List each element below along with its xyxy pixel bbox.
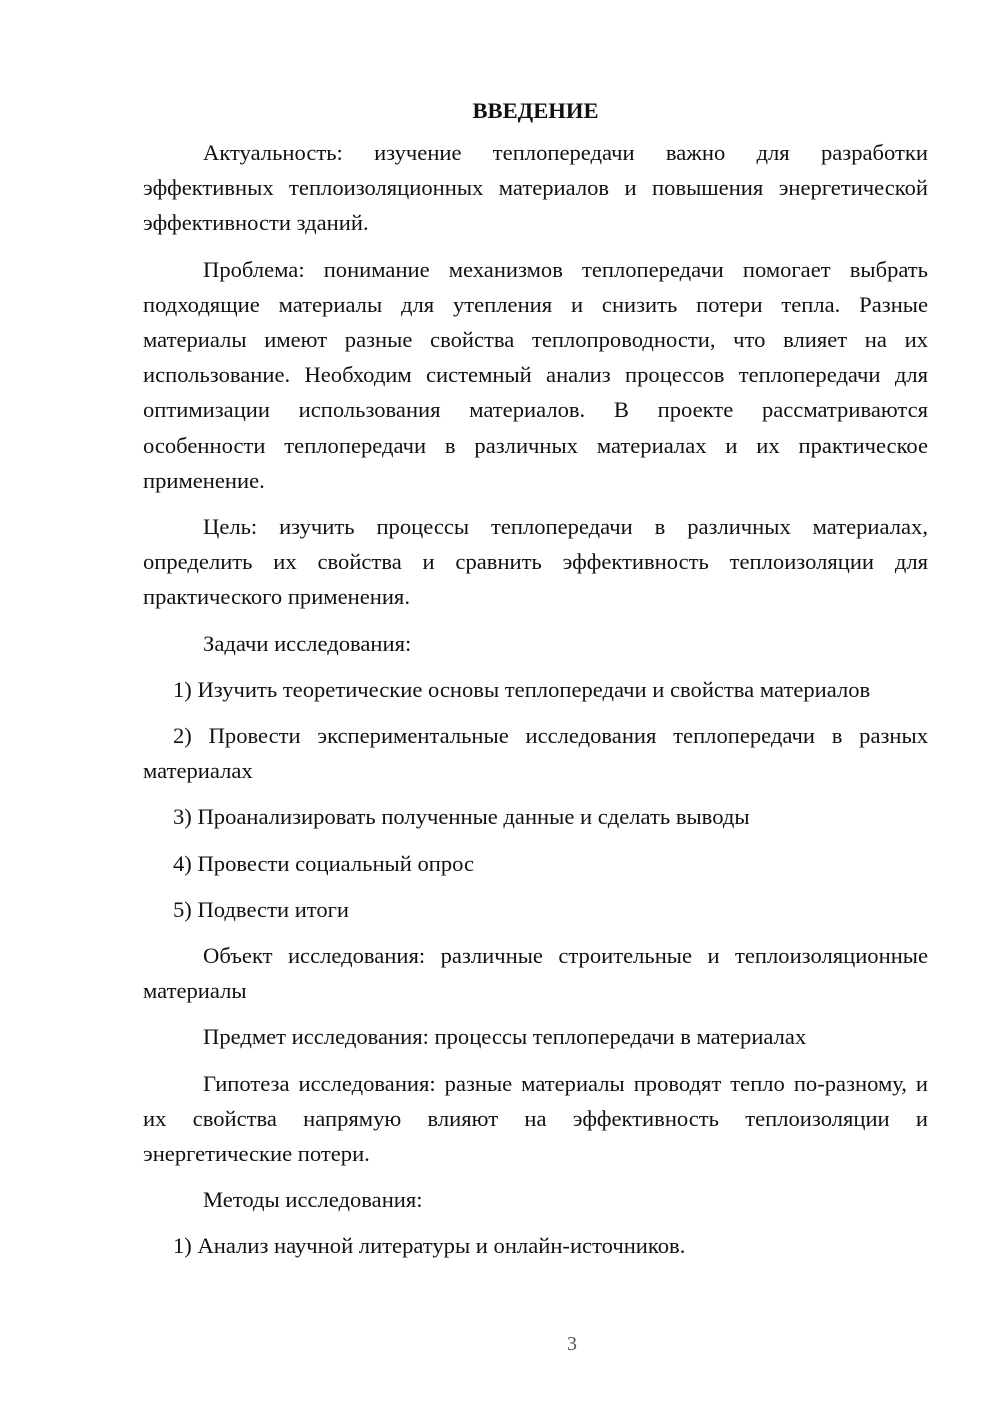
page-title: ВВЕДЕНИЕ (472, 98, 599, 123)
methods-list (143, 1228, 928, 1263)
subject-paragraph: Предмет исследования: процессы теплопередачи в материалах (203, 1024, 807, 1050)
document-page (143, 95, 928, 1275)
relevance-paragraph: Актуальность: изучение теплопередачи важно для разработки эффективных теплоизоляционных материалов и повышения энергетической эффективности зданий. (143, 140, 928, 236)
task-item-4: 4) Провести социальный опрос (173, 850, 475, 876)
page-number: 3 (567, 1333, 577, 1355)
hypothesis-paragraph: Гипотеза исследования: разные материалы проводят тепло по-разному, и их свойства напрямую влияют на эффективность теплоизоляции и энергетические потери. (143, 1070, 928, 1167)
methods-heading: Методы исследования: (203, 1187, 423, 1213)
task-item-2: 2) Провести экспериментальные исследования теплопередачи в разных материалах (143, 723, 928, 784)
tasks-list (143, 672, 928, 927)
goal-paragraph: Цель: изучить процессы теплопередачи в различных материалах, определить их свойства и сравнить эффективность теплоизоляции для практического применения. (143, 514, 928, 610)
method-item-1: 1) Анализ научной литературы и онлайн-источников. (173, 1233, 686, 1259)
task-item-5: 5) Подвести итоги (173, 896, 350, 922)
task-item-1: 1) Изучить теоретические основы теплопередачи и свойства материалов (173, 676, 871, 702)
tasks-heading: Задачи исследования: (203, 630, 412, 656)
object-paragraph: Объект исследования: различные строительные и теплоизоляционные материалы (143, 943, 928, 1004)
problem-paragraph: Проблема: понимание механизмов теплопередачи помогает выбрать подходящие материалы для утепления и снизить потери тепла. Разные материалы имеют разные свойства теплопроводности, что влияет на их использование. Необходим системный анализ процессов теплопередачи для оптимизации использования материалов. В проекте рассматриваются особенности теплопередачи в различных материалах и их практическое применение. (143, 256, 928, 493)
task-item-3: 3) Проанализировать полученные данные и сделать выводы (173, 804, 750, 830)
